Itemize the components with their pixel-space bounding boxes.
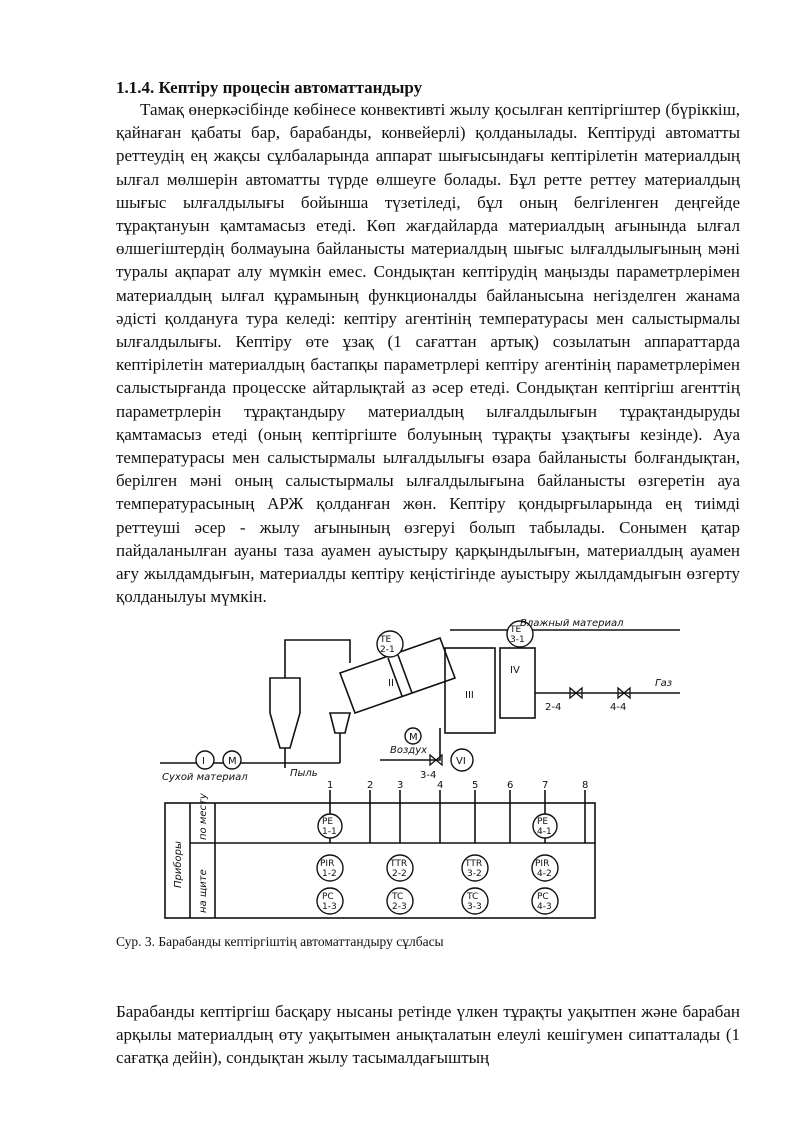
wet-material-label: Влажный материал [520,618,624,629]
motor-vi-label: VI [456,756,466,767]
channel-number-3: 3 [397,780,404,791]
valve-label-3: 4-4 [610,702,627,713]
paragraph-continued: Барабанды кептіргіш басқару нысаны ретінде үлкен тұрақты уақытпен және барабан арқылы материалдың өту уақытымен анықталатын елеулі кешігумен сипатталады (1 сағатқа дейін), сондықтан жылу тасымалдағыштың [116,1002,740,1068]
pir42-num: 4-2 [537,869,552,879]
tc23-num: 2-3 [392,902,407,912]
zone-ii-label: II [388,678,394,689]
figure-caption: Сур. 3. Барабанды кептіргіштің автоматтандыру сұлбасы [116,934,444,949]
air-label: Воздух [390,745,428,756]
trk32-num: 3-2 [467,869,482,879]
motor-m-label-2: M [409,732,418,743]
pe41-code: PE [537,817,549,827]
channel-number-4: 4 [437,780,444,791]
pc43-code: PC [537,892,549,902]
devices-label: Приборы [173,841,184,888]
channel-number-1: 1 [327,780,334,791]
tc33-code: TC [467,892,479,902]
trk22-num: 2-2 [392,869,407,879]
panel-label: на щите [198,869,209,913]
motor-circle-1 [196,751,214,769]
te31-code: TE [510,625,522,635]
te31-num: 3-1 [510,635,525,645]
pc43-num: 4-3 [537,902,552,912]
channel-number-8: 8 [582,780,589,791]
local-label: по месту [198,793,209,840]
trk32-code: TTR [465,859,483,869]
pe41-num: 4-1 [537,827,552,837]
zone-iii-label: III [465,690,474,701]
pe11-num: 1-1 [322,827,337,837]
dry-material-label: Сухой материал [162,772,248,783]
section-heading: 1.1.4. Кептіру процесін автоматтандыру [116,78,423,97]
valve-label-2: 2-4 [545,702,562,713]
channel-number-7: 7 [542,780,549,791]
gas-label: Газ [655,678,673,689]
dryer-automation-diagram [150,618,690,928]
motor-i-label: I [202,756,205,767]
pir42-code: PIR [535,859,550,869]
motor-m-label-1: M [228,756,237,767]
channel-number-6: 6 [507,780,514,791]
te21-num: 2-1 [380,645,395,655]
trk22-code: TTR [390,859,408,869]
channel-number-2: 2 [367,780,374,791]
paragraph-intro: Тамақ өнеркәсібінде көбінесе конвективті жылу қосылған кептіргіштер (бүріккіш, қайнаған қабаты бар, барабанды, конвейерлі) қолданылады. Кептіруді автоматты реттеудің ең жақсы сұлбаларында аппарат шығысындағы кептірілетін материалдың ылғал мөлшерін автоматты түрде өлшеуге болады. Бұл ретте реттеу материалдың шығыс ылғалдылығы бойынша түзетіледі, бұл оның белгіленген деңгейде тұрақтануын қамтамасыз етеді. Көп жағдайларда материалдың ағынында ылғал өлшегіштердің болмауына байланысты материалдың шығыс ылғалдылығының мәні туралы ақпарат алу мүмкін емес. Сондықтан кептірудің маңызды параметрлерімен материалдың ылғал құрамының функционалды байланысына негізделген жанама әдісті қолдануға тура келеді: кептіру агентінің температурасы мен салыстырмалы ылғалдылығы. Кептіру өте ұзақ (1 сағаттан артық) созылатын аппараттарда кептірілетін материалдың бастапқы параметрлері кептіру агентінің параметрлерімен салыстырғанда процесске айтарлықтай аз әсер етеді. Сондықтан кептіргіш агенттің параметрлерін тұрақтандыру материалдың ылғалдылығын тұрақтандыруды қамтамасыз етеді (оның кептіргіште болуының тұрақты ұзақтығы кезінде). Ауа температурасы мен салыстырмалы ылғалдылығы өзара байланысты болғандықтан, берілген мәні оның салыстырмалы ылғалдылығына байланысты өзгеретін ауа температурасының АРЖ қолданған жөн. Кептіру қондырғыларында ең тиімді реттеуші әсер - жылу ағынының өзгеруі болып табылады. Сонымен қатар пайдаланылған ауаны таза ауамен ауыстыру қарқындылығын, материалдың ауамен ағу жылдамдығын, материалды кептіру кеңістігінде ауыстыру жылдамдығын өзгерту қолданылуы мүмкін. [116,100,740,607]
dust-label: Пыль [290,768,318,779]
channel-number-5: 5 [472,780,479,791]
pc13-code: PC [322,892,334,902]
te21-code: TE [380,635,392,645]
pir12-code: PIR [320,859,335,869]
pc13-num: 1-3 [322,902,337,912]
tc23-code: TC [392,892,404,902]
tc33-num: 3-3 [467,902,482,912]
pe11-code: PE [322,817,334,827]
zone-iv-label: IV [510,665,520,676]
valve-label-1: 3-4 [420,770,437,781]
pir12-num: 1-2 [322,869,337,879]
